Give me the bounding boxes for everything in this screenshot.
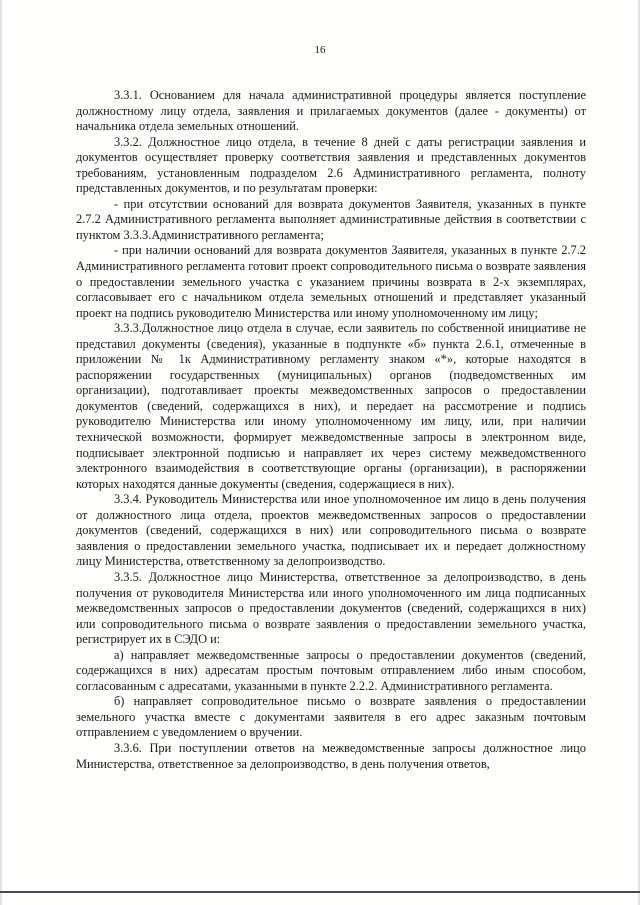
paragraph-3-3-4: 3.3.4. Руководитель Министерства или иное уполномоченное им лицо в день получения от должностного лица отдела, проектов межведомственных запросов о предоставлении документов (сведений, содержащихся в них) или сопроводительного письма о возврате заявления о предоставлении земельного участка, подписывает их и передает должностному лицу Министерства, ответственному за делопроизводство. <box>76 492 586 569</box>
scan-edge-left <box>0 0 2 905</box>
paragraph-3-3-2: 3.3.2. Должностное лицо отдела, в течение 8 дней с даты регистрации заявления и документов осуществляет проверку соответствия заявления и представленных документов требованиям, установленным подразделом 2.6 Административного регламента, полноту представленных документов, и по результатам проверки: <box>76 134 586 196</box>
paragraph-3-3-6: 3.3.6. При поступлении ответов на межведомственные запросы должностное лицо Министерства, ответственное за делопроизводство, в день получения ответов, <box>76 740 586 771</box>
paragraph-no-grounds-item: - при отсутствии оснований для возврата документов Заявителя, указанных в пункте 2.7.2 Административного регламента выполняет административные действия в соответствии с пунктом 3.3.3.Административного регламента; <box>76 196 586 242</box>
paragraph-3-3-1: 3.3.1. Основанием для начала административной процедуры является поступление должностному лицу отдела, заявления и прилагаемых документов (далее - документы) от начальника отдела земельных отношений. <box>76 88 586 134</box>
paragraph-subitem-b: б) направляет сопроводительное письмо о возврате заявления о предоставлении земельного участка вместе с документами заявителя в его адрес заказным почтовым отправлением с уведомлением о вручении. <box>76 694 586 740</box>
document-body <box>76 88 586 772</box>
paragraph-3-3-5: 3.3.5. Должностное лицо Министерства, ответственное за делопроизводство, в день получения от руководителя Министерства или иного уполномоченного им лица подписанных межведомственных запросов о предоставлении документов (сведений, содержащихся в них) или сопроводительного письма о возврате заявления о предоставлении земельного участка, регистрирует их в СЭДО и: <box>76 569 586 647</box>
page-number: 16 <box>314 44 326 56</box>
paragraph-grounds-item: - при наличии оснований для возврата документов Заявителя, указанных в пункте 2.7.2 Административного регламента готовит проект сопроводительного письма о возврате заявления о предоставлении земельного участка с указанием причины возврата в 2-х экземплярах, согласовывает его с начальником отдела земельных отношений и представляет указанный проект на подпись руководителю Министерства или иному уполномоченному им лицу; <box>76 243 586 320</box>
paragraph-3-3-3: 3.3.3.Должностное лицо отдела в случае, если заявитель по собственной инициативе не представил документы (сведения), указанные в подпункте «б» пункта 2.6.1, отмеченные в приложении № 1к Административному регламенту знаком «*», которые находятся в распоряжении государственных (муниципальных) органов (подведомственных им организации), подготавливает проекты межведомственных запросов о предоставлении документов (сведений, содержащихся в них), и передает на рассмотрение и подпись руководителю Министерства или иному уполномоченному им лицу, или, при наличии технической возможности, формирует межведомственные запросы в электронном виде, подписывает электронной подписью и направляет их через систему межведомственного электронного взаимодействия в соответствующие органы (организации), в распоряжении которых находятся данные документы (сведения, содержащиеся в них). <box>76 321 586 491</box>
scan-bottom-border <box>0 891 640 893</box>
paragraph-subitem-a: а) направляет межведомственные запросы о предоставлении документов (сведений, содержащихся в них) адресатам простым почтовым отправлением либо иным способом, согласованным с адресатами, указанными в пункте 2.2.2. Административного регламента. <box>76 647 586 693</box>
